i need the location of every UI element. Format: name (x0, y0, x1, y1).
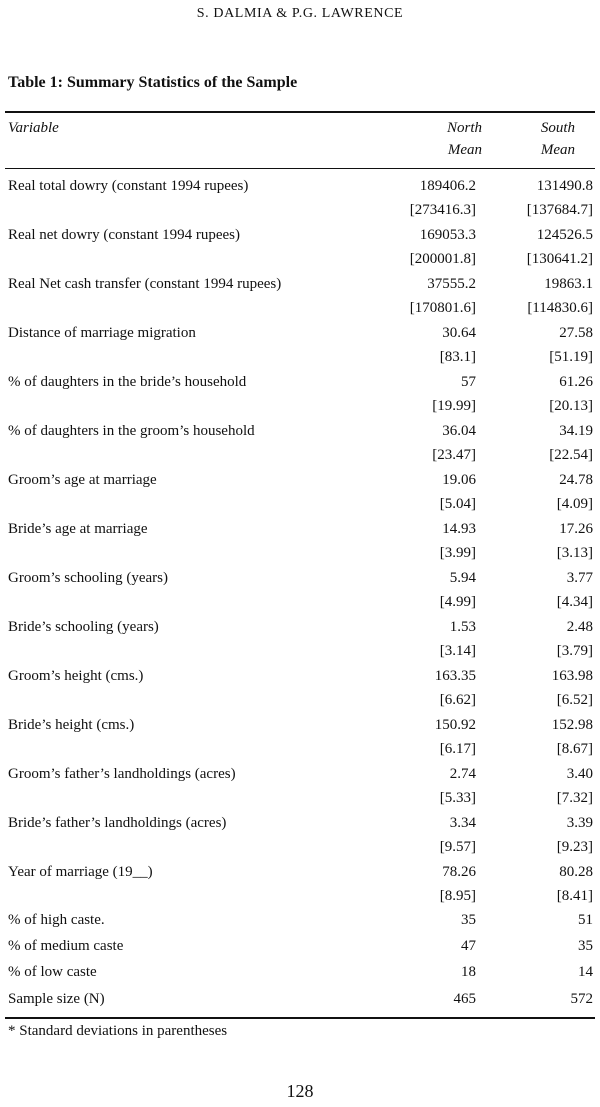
south-mean: 124526.5 (536, 227, 593, 243)
row-label: % of high caste. (8, 912, 105, 928)
north-mean: 30.64 (442, 325, 476, 341)
row-label: % of medium caste (8, 938, 124, 954)
north-mean: 36.04 (442, 423, 476, 439)
north-sd: [4.99] (439, 594, 476, 610)
row-label: Real net dowry (constant 1994 rupees) (8, 227, 241, 243)
south-mean: 3.39 (566, 815, 593, 831)
page-number: 128 (286, 1081, 314, 1101)
row-label: Groom’s father’s landholdings (acres) (8, 766, 236, 782)
column-header-south (495, 117, 575, 161)
south-mean: 163.98 (551, 668, 593, 684)
row-label: Groom’s schooling (years) (8, 570, 168, 586)
north-sd: [23.47] (432, 447, 476, 463)
north-sd: [200001.8] (409, 251, 476, 267)
south-sd: [8.67] (556, 741, 593, 757)
south-mean: 80.28 (559, 864, 593, 880)
south-mean: 51 (578, 912, 593, 928)
north-mean: 169053.3 (419, 227, 476, 243)
south-sd: [8.41] (556, 888, 593, 904)
north-sd: [6.17] (439, 741, 476, 757)
north-mean: 3.34 (449, 815, 476, 831)
south-sd: [3.79] (556, 643, 593, 659)
row-label: Bride’s schooling (years) (8, 619, 159, 635)
row-label: Groom’s height (cms.) (8, 668, 144, 684)
north-mean: 57 (461, 374, 476, 390)
south-sd: [6.52] (556, 692, 593, 708)
south-mean: 572 (570, 991, 593, 1007)
south-sd: [51.19] (549, 349, 593, 365)
south-mean: 19863.1 (544, 276, 593, 292)
table-top-rule (5, 111, 595, 113)
north-sd: [19.99] (432, 398, 476, 414)
north-sd: [5.04] (439, 496, 476, 512)
north-mean: 37555.2 (427, 276, 476, 292)
north-mean: 14.93 (442, 521, 476, 537)
south-sd: [7.32] (556, 790, 593, 806)
south-sd: [20.13] (549, 398, 593, 414)
row-label: % of low caste (8, 964, 97, 980)
north-sd: [8.95] (439, 888, 476, 904)
south-mean: 14 (578, 964, 593, 980)
table-title: Table 1: Summary Statistics of the Sample (8, 74, 298, 91)
south-sd: [130641.2] (526, 251, 593, 267)
column-header-south-line1: South (540, 120, 575, 136)
south-mean: 3.77 (566, 570, 593, 586)
row-label: Year of marriage (19__) (8, 864, 153, 880)
north-sd: [3.14] (439, 643, 476, 659)
north-sd: [6.62] (439, 692, 476, 708)
north-mean: 35 (461, 912, 476, 928)
column-header-south-line2: Mean (540, 142, 575, 158)
north-sd: [5.33] (439, 790, 476, 806)
north-mean: 2.74 (449, 766, 476, 782)
north-mean: 163.35 (434, 668, 476, 684)
page-header: S. DALMIA & P.G. LAWRENCE (196, 6, 404, 21)
south-mean: 61.26 (559, 374, 593, 390)
south-sd: [4.09] (556, 496, 593, 512)
south-sd: [9.23] (556, 839, 593, 855)
row-label: Distance of marriage migration (8, 325, 196, 341)
north-mean: 465 (453, 991, 476, 1007)
north-sd: [9.57] (439, 839, 476, 855)
north-mean: 150.92 (434, 717, 476, 733)
table-header-rule (5, 168, 595, 169)
south-sd: [137684.7] (526, 202, 593, 218)
north-mean: 1.53 (449, 619, 476, 635)
column-header-north-line2: Mean (447, 142, 482, 158)
south-mean: 131490.8 (536, 178, 593, 194)
north-mean: 47 (461, 938, 476, 954)
south-mean: 3.40 (566, 766, 593, 782)
north-mean: 78.26 (442, 864, 476, 880)
row-label: Bride’s father’s landholdings (acres) (8, 815, 227, 831)
table-footnote: * Standard deviations in parentheses (8, 1023, 228, 1039)
north-mean: 189406.2 (419, 178, 476, 194)
row-label: Sample size (N) (8, 991, 105, 1007)
row-label: % of daughters in the bride’s household (8, 374, 247, 390)
north-sd: [3.99] (439, 545, 476, 561)
south-sd: [4.34] (556, 594, 593, 610)
north-mean: 18 (461, 964, 476, 980)
south-sd: [114830.6] (527, 300, 593, 316)
south-mean: 2.48 (566, 619, 593, 635)
north-sd: [273416.3] (409, 202, 476, 218)
south-sd: [22.54] (549, 447, 593, 463)
south-mean: 35 (578, 938, 593, 954)
row-label: Groom’s age at marriage (8, 472, 157, 488)
column-header-variable (8, 117, 59, 139)
column-header-north-line1: North (446, 120, 482, 136)
south-mean: 34.19 (559, 423, 593, 439)
south-mean: 17.26 (559, 521, 593, 537)
table-bottom-rule (5, 1017, 595, 1019)
south-mean: 24.78 (559, 472, 593, 488)
row-label: % of daughters in the groom’s household (8, 423, 255, 439)
south-sd: [3.13] (556, 545, 593, 561)
south-mean: 27.58 (559, 325, 593, 341)
column-header-variable-label: Variable (8, 120, 59, 136)
north-mean: 5.94 (449, 570, 476, 586)
north-sd: [170801.6] (409, 300, 476, 316)
row-label: Real total dowry (constant 1994 rupees) (8, 178, 249, 194)
north-mean: 19.06 (442, 472, 476, 488)
row-label: Bride’s height (cms.) (8, 717, 135, 733)
row-label: Real Net cash transfer (constant 1994 rupees) (8, 276, 282, 292)
south-mean: 152.98 (551, 717, 593, 733)
north-sd: [83.1] (439, 349, 476, 365)
row-label: Bride’s age at marriage (8, 521, 148, 537)
column-header-north (390, 117, 482, 161)
